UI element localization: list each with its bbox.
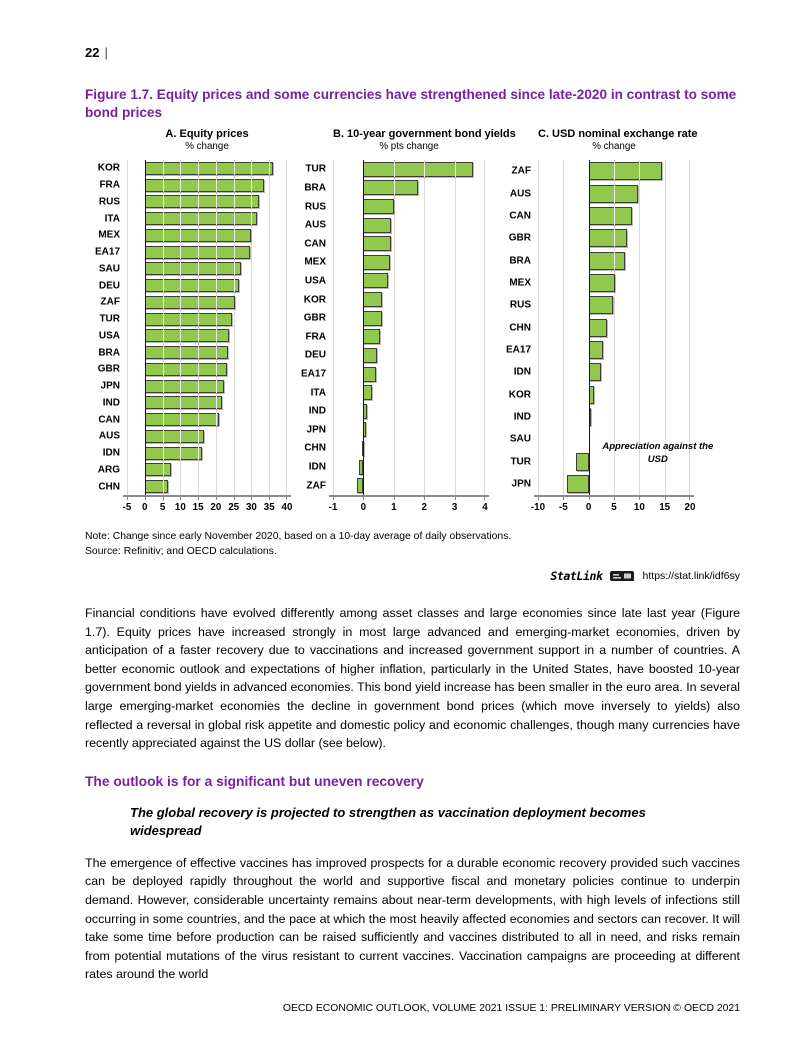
bar-gridline	[163, 262, 164, 275]
bar-gridline	[198, 447, 199, 460]
bar	[567, 475, 589, 493]
bar	[145, 396, 223, 409]
bar-gridline	[198, 195, 199, 208]
bar	[145, 313, 232, 326]
bar-gridline	[180, 212, 181, 225]
bar-gridline	[234, 162, 235, 175]
bar	[589, 296, 613, 314]
bar-gridline	[198, 396, 199, 409]
tick-label: 35	[263, 502, 275, 513]
bar-gridline	[198, 229, 199, 242]
bar-gridline	[163, 430, 164, 443]
statlink-url[interactable]: https://stat.link/idf6sy	[642, 570, 740, 582]
bar-gridline	[251, 162, 252, 175]
bar-gridline	[163, 229, 164, 242]
bar	[589, 229, 628, 247]
x-axis-line	[123, 495, 291, 497]
axis-tick	[286, 497, 287, 500]
bar	[145, 179, 264, 192]
tick-label: 10	[633, 502, 645, 513]
bar	[363, 199, 393, 214]
category-label: IND	[513, 411, 531, 423]
bar-gridline	[251, 179, 252, 192]
bar	[145, 246, 250, 259]
bar-gridline	[180, 179, 181, 192]
bar-gridline	[163, 413, 164, 426]
bar	[145, 447, 202, 460]
gridline	[216, 160, 217, 495]
bar-gridline	[163, 447, 164, 460]
category-label: EA17	[300, 368, 326, 380]
x-axis-line	[534, 495, 694, 497]
bar-gridline	[198, 380, 199, 393]
tick-label: 25	[228, 502, 240, 513]
zero-axis-line	[363, 160, 364, 495]
bar-gridline	[234, 262, 235, 275]
category-label: CHN	[98, 481, 120, 493]
bar	[589, 185, 638, 203]
bar	[363, 385, 371, 400]
bar	[589, 207, 633, 225]
bar-gridline	[234, 212, 235, 225]
gridline	[163, 160, 164, 495]
axis-tick	[145, 497, 146, 500]
gridline	[251, 160, 252, 495]
bar	[589, 274, 615, 292]
chart-annotation: Appreciation against the USD	[602, 441, 714, 465]
bar	[145, 195, 259, 208]
category-label: BRA	[509, 255, 531, 266]
section-heading: The outlook is for a significant but uneven recovery	[85, 773, 424, 789]
category-label: FRA	[99, 179, 120, 191]
category-label: IDN	[308, 461, 326, 473]
tick-label: 2	[421, 502, 427, 513]
category-label: KOR	[508, 389, 531, 400]
bar-gridline	[216, 246, 217, 259]
chart-subtitle: % change	[185, 141, 229, 152]
category-label: ARG	[97, 464, 120, 476]
category-label: EA17	[94, 246, 120, 258]
bar	[363, 292, 382, 307]
bar	[363, 329, 380, 344]
tick-label: 20	[684, 502, 696, 513]
bar	[145, 430, 204, 443]
category-label: MEX	[509, 277, 531, 289]
figure-note: Note: Change since early November 2020, based on a 10-day average of daily observations.	[85, 531, 512, 542]
tick-label: 0	[142, 502, 148, 513]
bar-gridline	[163, 313, 164, 326]
bar-gridline	[234, 179, 235, 192]
category-label: JPN	[511, 478, 531, 490]
category-label: IND	[102, 397, 120, 409]
category-label: BRA	[98, 347, 120, 359]
bar	[145, 346, 229, 359]
bar-gridline	[614, 162, 615, 180]
bar-gridline	[198, 279, 199, 292]
bar-gridline	[163, 212, 164, 225]
category-label: USA	[304, 275, 326, 287]
tick-label: 3	[451, 502, 458, 513]
category-label: KOR	[303, 294, 326, 306]
category-label: TUR	[510, 456, 531, 467]
category-label: RUS	[509, 299, 531, 311]
tick-label: 30	[245, 502, 257, 513]
axis-tick	[589, 497, 590, 500]
axis-tick	[455, 497, 456, 500]
bar-gridline	[163, 296, 164, 309]
tick-label: -10	[530, 502, 546, 513]
category-labels	[488, 160, 538, 495]
bar-gridline	[216, 313, 217, 326]
bar-gridline	[216, 413, 217, 426]
page-footer: OECD ECONOMIC OUTLOOK, VOLUME 2021 ISSUE 1: PRELIMINARY VERSION © OECD 2021	[282, 1003, 740, 1014]
page-number-header	[85, 45, 740, 60]
bar-gridline	[216, 195, 217, 208]
axis-tick	[363, 497, 364, 500]
zero-axis-line	[589, 160, 590, 495]
bar-gridline	[180, 162, 181, 175]
category-label: IDN	[102, 447, 120, 459]
gridline	[333, 160, 334, 495]
bar-gridline	[163, 279, 164, 292]
bar-gridline	[614, 185, 615, 203]
page-number: 22	[85, 45, 100, 60]
tick-label: 15	[659, 502, 671, 513]
category-label: GBR	[508, 232, 531, 244]
axis-tick	[269, 497, 270, 500]
bar-gridline	[180, 413, 181, 426]
category-label: CHN	[509, 322, 531, 333]
bar	[589, 363, 602, 381]
category-label: RUS	[98, 196, 120, 208]
bar	[145, 229, 252, 242]
statlink-row	[85, 569, 740, 583]
bar	[145, 279, 239, 292]
bar-gridline	[163, 463, 164, 476]
axis-tick	[563, 497, 564, 500]
category-label: IDN	[513, 366, 531, 378]
paragraph-financial-conditions: Financial conditions have evolved differently among asset classes and large economies since late last year (Figure 1.7). Equity prices have increased strongly in most large advanced and emerging-market economies, driven by anticipation of a faster recovery due to vaccinations and increased government support in a number of countries. A better economic outlook and expectations of higher inflation, particularly in the United States, have boosted 10-year government bond yields in advanced economies. This bond yield increase has been smaller in the euro area. In several large emerging-market economies the decline in government bond prices (which move inversely to yields) also reflected a reversal in global risk appetite and domestic policy and economic challenges, though many currencies have recently appreciated against the US dollar (see below).	[85, 606, 740, 751]
bar	[363, 367, 376, 382]
bar-gridline	[198, 346, 199, 359]
bar-gridline	[216, 296, 217, 309]
bar-gridline	[180, 195, 181, 208]
category-label: SAU	[509, 433, 531, 445]
bar	[363, 162, 472, 177]
category-label: TUR	[305, 163, 326, 175]
bar-gridline	[216, 229, 217, 242]
bar-gridline	[394, 162, 395, 177]
category-label: EA17	[505, 344, 531, 356]
tick-label: -5	[122, 502, 132, 513]
axis-tick	[394, 497, 395, 500]
statlink-icon	[610, 570, 636, 582]
category-label: MEX	[98, 229, 120, 241]
gridline	[286, 160, 287, 495]
bar	[145, 296, 236, 309]
bar	[576, 453, 589, 471]
category-label: TUR	[99, 313, 120, 325]
category-label: JPN	[100, 380, 120, 392]
chart-title: A. Equity prices	[165, 128, 249, 140]
bar-gridline	[251, 212, 252, 225]
axis-tick	[127, 497, 128, 500]
bar-gridline	[614, 229, 615, 247]
category-label: IND	[308, 405, 326, 417]
category-label: JPN	[306, 424, 326, 436]
bar-gridline	[234, 195, 235, 208]
category-label: AUS	[509, 188, 531, 199]
figure-title: Figure 1.7. Equity prices and some currencies have strengthened since late-2020 in contrast to some bond prices	[85, 87, 737, 120]
category-label: AUS	[98, 430, 120, 442]
axis-tick	[538, 497, 539, 500]
axis-tick	[665, 497, 666, 500]
bar-gridline	[180, 346, 181, 359]
bar	[589, 341, 603, 359]
bar-gridline	[424, 162, 425, 177]
bar-gridline	[198, 413, 199, 426]
gridline	[455, 160, 456, 495]
tick-label: 5	[159, 502, 166, 513]
bar-gridline	[180, 229, 181, 242]
bar-gridline	[639, 162, 640, 180]
bar-gridline	[198, 329, 199, 342]
bar-gridline	[614, 207, 615, 225]
bar	[145, 380, 224, 393]
figure-note-block	[85, 530, 740, 559]
tick-label: 0	[585, 502, 592, 513]
bar	[363, 348, 377, 363]
bar-gridline	[216, 380, 217, 393]
category-label: RUS	[304, 201, 326, 213]
gridline	[394, 160, 395, 495]
bar-gridline	[216, 363, 217, 376]
bar-gridline	[180, 380, 181, 393]
category-label: ZAF	[511, 165, 531, 177]
category-label: CAN	[304, 238, 326, 250]
bar	[145, 413, 220, 426]
bar-gridline	[163, 329, 164, 342]
bar-gridline	[455, 162, 456, 177]
bar	[363, 218, 391, 233]
figure-source: Source: Refinitiv; and OECD calculations.	[85, 545, 277, 557]
axis-tick	[234, 497, 235, 500]
bar	[363, 255, 390, 270]
bar-gridline	[216, 262, 217, 275]
axis-tick	[216, 497, 217, 500]
bar-gridline	[216, 346, 217, 359]
header-separator: |	[104, 45, 108, 60]
chart-title: B. 10-year government bond yields	[333, 128, 516, 140]
tick-label: 5	[611, 502, 617, 513]
x-axis-line	[329, 495, 489, 497]
bar-gridline	[180, 329, 181, 342]
chart-panel-c	[488, 128, 714, 513]
bar-gridline	[216, 179, 217, 192]
bar-gridline	[163, 396, 164, 409]
category-label: USA	[98, 330, 120, 342]
category-labels	[85, 160, 127, 495]
bar-gridline	[216, 279, 217, 292]
tick-label: 15	[192, 502, 204, 513]
chart-subtitle: % pts change	[379, 141, 439, 152]
bar-gridline	[163, 179, 164, 192]
plot-area	[328, 160, 488, 513]
gridline	[198, 160, 199, 495]
bar-gridline	[198, 179, 199, 192]
bar-gridline	[163, 380, 164, 393]
bar	[363, 311, 381, 326]
bar	[145, 212, 257, 225]
category-label: DEU	[98, 280, 120, 292]
bar	[145, 463, 172, 476]
bar-gridline	[269, 162, 270, 175]
axis-tick	[198, 497, 199, 500]
chart-subtitle: % change	[592, 141, 636, 152]
tick-label: -1	[328, 502, 338, 513]
bar-gridline	[216, 162, 217, 175]
axis-tick	[484, 497, 485, 500]
bar-gridline	[180, 447, 181, 460]
chart-title: C. USD nominal exchange rate	[538, 128, 698, 140]
gridline	[269, 160, 270, 495]
category-label: ITA	[104, 213, 120, 225]
bar	[589, 162, 662, 180]
category-label: GBR	[303, 312, 326, 324]
gridline	[563, 160, 564, 495]
category-label: CAN	[98, 414, 120, 426]
chart-body	[488, 160, 714, 513]
bar	[145, 262, 241, 275]
category-label: ZAF	[306, 480, 326, 492]
plot-area	[122, 160, 293, 513]
bar-gridline	[163, 363, 164, 376]
tick-label: -5	[558, 502, 568, 513]
bar-gridline	[180, 279, 181, 292]
bar-gridline	[198, 162, 199, 175]
bar-gridline	[216, 396, 217, 409]
bar	[145, 162, 273, 175]
gridline	[424, 160, 425, 495]
bar-gridline	[163, 195, 164, 208]
category-label: BRA	[304, 182, 326, 194]
tick-label: 0	[360, 502, 367, 513]
tick-label: 40	[281, 502, 293, 513]
bar-gridline	[198, 363, 199, 376]
tick-label: 20	[210, 502, 222, 513]
gridline	[180, 160, 181, 495]
bar-gridline	[180, 262, 181, 275]
bar-gridline	[180, 363, 181, 376]
axis-tick	[180, 497, 181, 500]
bar-gridline	[234, 229, 235, 242]
bar-gridline	[198, 246, 199, 259]
bar-gridline	[180, 313, 181, 326]
category-label: CAN	[509, 210, 531, 222]
bar	[363, 273, 387, 288]
bar	[589, 319, 608, 337]
category-label: AUS	[304, 219, 326, 231]
bar	[363, 180, 418, 195]
chart-body	[85, 160, 293, 513]
axis-tick	[333, 497, 334, 500]
category-label: SAU	[98, 263, 120, 275]
subsection-heading: The global recovery is projected to strengthen as vaccination deployment becomes widespread	[130, 804, 646, 839]
axis-tick	[639, 497, 640, 500]
bar-gridline	[180, 246, 181, 259]
bar-gridline	[394, 180, 395, 195]
bar-gridline	[180, 296, 181, 309]
gridline	[538, 160, 539, 495]
category-label: MEX	[304, 256, 326, 268]
bar	[363, 236, 390, 251]
gridline	[234, 160, 235, 495]
bar-gridline	[198, 430, 199, 443]
category-label: FRA	[305, 331, 326, 343]
bar-gridline	[180, 396, 181, 409]
axis-tick	[251, 497, 252, 500]
category-label: ZAF	[100, 296, 120, 308]
axis-tick	[424, 497, 425, 500]
bar-gridline	[251, 195, 252, 208]
bar-gridline	[216, 212, 217, 225]
statlink-label: StatLink	[550, 569, 603, 583]
tick-label: 1	[391, 502, 397, 513]
bar-gridline	[163, 480, 164, 493]
tick-label: 4	[482, 502, 488, 513]
category-label: CHN	[304, 442, 326, 454]
axis-tick	[614, 497, 615, 500]
bar-gridline	[180, 430, 181, 443]
category-label: KOR	[97, 162, 120, 174]
bar-gridline	[163, 162, 164, 175]
bar-gridline	[198, 262, 199, 275]
bar	[145, 363, 227, 376]
bar	[145, 329, 230, 342]
category-label: GBR	[97, 363, 120, 375]
plot-area	[530, 160, 714, 513]
bar-gridline	[216, 329, 217, 342]
bar-gridline	[198, 296, 199, 309]
bar-gridline	[234, 246, 235, 259]
bar	[357, 478, 364, 493]
bar-gridline	[614, 252, 615, 270]
figure-charts	[85, 128, 740, 516]
gridline	[484, 160, 485, 495]
bar	[589, 252, 625, 270]
paragraph-vaccines: The emergence of effective vaccines has improved prospects for a durable economic recovery provided such vaccines can be deployed rapidly throughout the world and supportive fiscal and monetary policies continue to underpin demand. However, considerable uncertainty remains about near-term developments, with high levels of infections still occurring in some countries, and the pace at which the most heavily affected economies and sectors can recover. It will take some time before production can be raised sufficiently and vaccines distributed to all in need, and risks remain from potential mutations of the virus resistant to current vaccines. Vaccination campaigns are proceeding at different rates around the world	[85, 855, 740, 982]
bar-gridline	[198, 212, 199, 225]
bar-gridline	[234, 279, 235, 292]
category-label: ITA	[310, 387, 326, 399]
zero-axis-line	[145, 160, 146, 495]
category-labels	[283, 160, 333, 495]
bar	[145, 480, 168, 493]
category-label: DEU	[304, 349, 326, 361]
gridline	[127, 160, 128, 495]
axis-tick	[163, 497, 164, 500]
chart-panel-a	[85, 128, 293, 513]
axis-tick	[689, 497, 690, 500]
tick-label: 10	[174, 502, 186, 513]
bar-gridline	[163, 346, 164, 359]
bar-gridline	[198, 313, 199, 326]
bar-gridline	[163, 246, 164, 259]
